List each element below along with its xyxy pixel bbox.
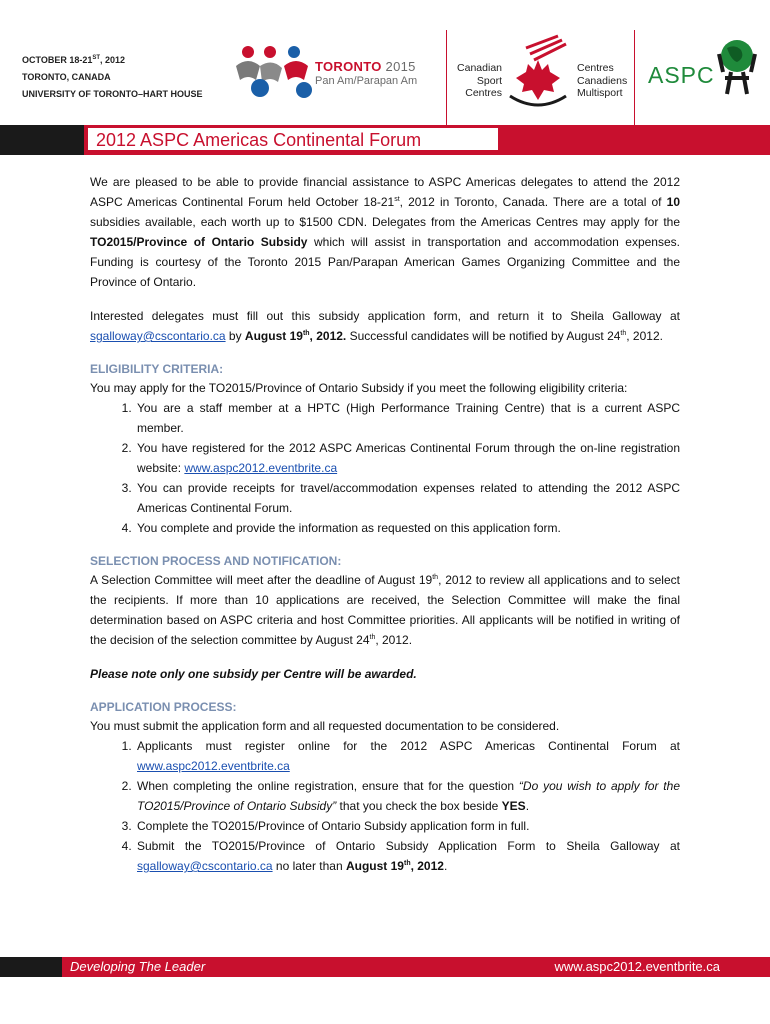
- submission-paragraph: Interested delegates must fill out this subsidy application form, and return it to Sheila Galloway at sgalloway@cscontario.ca by August 19th, 2012. Successful candidates will be notified by August 24th, 2012.: [90, 309, 680, 343]
- aspc-wordmark: ASPC: [648, 62, 715, 88]
- subsidy-name: TO2015/Province of Ontario Subsidy: [90, 235, 308, 249]
- list-item: 3. Complete the TO2015/Province of Ontario Subsidy application form in full.: [135, 816, 680, 836]
- csc-logo-french: Centres Canadiens Multisport: [577, 62, 628, 99]
- page-title: 2012 ASPC Americas Continental Forum: [96, 130, 422, 150]
- registration-link[interactable]: www.aspc2012.eventbrite.ca: [137, 759, 290, 773]
- toronto-2015-figures-logo: [230, 44, 440, 104]
- title-banner-accent: [0, 125, 84, 155]
- footer-slogan: Developing The Leader: [70, 959, 206, 974]
- contact-email-link[interactable]: sgalloway@cscontario.ca: [90, 329, 226, 343]
- footer-banner: [0, 957, 770, 977]
- event-venue: UNIVERSITY OF TORONTO–HART HOUSE: [22, 89, 203, 99]
- selection-paragraph: A Selection Committee will meet after the deadline of August 19th, 2012 to review all applications and to select the recipients. If more than 10 applications are received, the Selection Committee will make the final determination based on ASPC criteria and host Committee priorities. All applicants will be notified in writing of the decision of the selection committee by August 24th, 2012.: [90, 573, 680, 647]
- eligibility-list: [90, 398, 680, 538]
- header-divider: [446, 30, 447, 126]
- deadline: August 19th, 2012.: [244, 329, 347, 343]
- list-item: 3. You can provide receipts for travel/accommodation expenses related to attending the 2012 ASPC Americas Continental Forum.: [135, 478, 680, 518]
- list-item: 1. You are a staff member at a HPTC (High Performance Training Centre) that is a current ASPC member.: [135, 398, 680, 438]
- subsidy-count: 10: [666, 195, 680, 209]
- header-divider: [634, 30, 635, 126]
- pan-am-wordmark: Pan Am/Parapan Am: [315, 75, 418, 87]
- event-date: OCTOBER 18-21ST, 2012: [22, 55, 126, 65]
- contact-email-link[interactable]: sgalloway@cscontario.ca: [137, 859, 273, 873]
- footer-url[interactable]: www.aspc2012.eventbrite.ca: [554, 959, 720, 974]
- toronto-2015-wordmark: TORONTO 2015: [315, 59, 416, 74]
- list-item: 4. You complete and provide the information as requested on this application form.: [135, 518, 680, 538]
- document-body: [90, 172, 680, 876]
- selection-heading: SELECTION PROCESS AND NOTIFICATION:: [90, 554, 342, 568]
- eligibility-heading: ELIGIBILITY CRITERIA:: [90, 362, 224, 376]
- csc-logo-english: Canadian Sport Centres: [457, 62, 502, 99]
- registration-link[interactable]: www.aspc2012.eventbrite.ca: [184, 461, 338, 475]
- csc-maple-leaf-icon: [506, 34, 570, 118]
- subsidy-note: Please note only one subsidy per Centre will be awarded.: [90, 667, 417, 681]
- footer-accent: [0, 957, 62, 977]
- event-info: [22, 50, 203, 103]
- application-intro: You must submit the application form and all requested documentation to be considered.: [90, 719, 560, 733]
- application-list: [90, 736, 680, 876]
- list-item: 2. You have registered for the 2012 ASPC Americas Continental Forum through the on-line registration website: www.aspc2012.eventbrite.ca: [135, 438, 680, 478]
- application-heading: APPLICATION PROCESS:: [90, 700, 237, 714]
- list-item: 2. When completing the online registration, ensure that for the question “Do you wish to apply for the TO2015/Province of Ontario Subsidy” that you check the box beside YES.: [135, 776, 680, 816]
- eligibility-intro: You may apply for the TO2015/Province of Ontario Subsidy if you meet the following eligibility criteria:: [90, 381, 628, 395]
- list-item: 4. Submit the TO2015/Province of Ontario Subsidy Application Form to Sheila Galloway at sgalloway@cscontario.ca no later than August 19th, 2012.: [135, 836, 680, 876]
- title-banner: [0, 125, 770, 155]
- list-item: 1. Applicants must register online for the 2012 ASPC Americas Continental Forum at www.aspc2012.eventbrite.ca: [135, 736, 680, 776]
- event-city: TORONTO, CANADA: [22, 72, 111, 82]
- intro-paragraph: We are pleased to be able to provide financial assistance to ASPC Americas delegates to attend the 2012 ASPC Americas Continental Forum held October 18-21st, 2012 in Toronto, Canada. There are a total of 10 subsidies available, each worth up to $1500 CDN. Delegates from the Americas Centres may apply for the TO2015/Province of Ontario Subsidy which will assist in transportation and accommodation expenses. Funding is courtesy of the Toronto 2015 Pan/Parapan American Games Organizing Committee and the Province of Ontario.: [90, 175, 680, 289]
